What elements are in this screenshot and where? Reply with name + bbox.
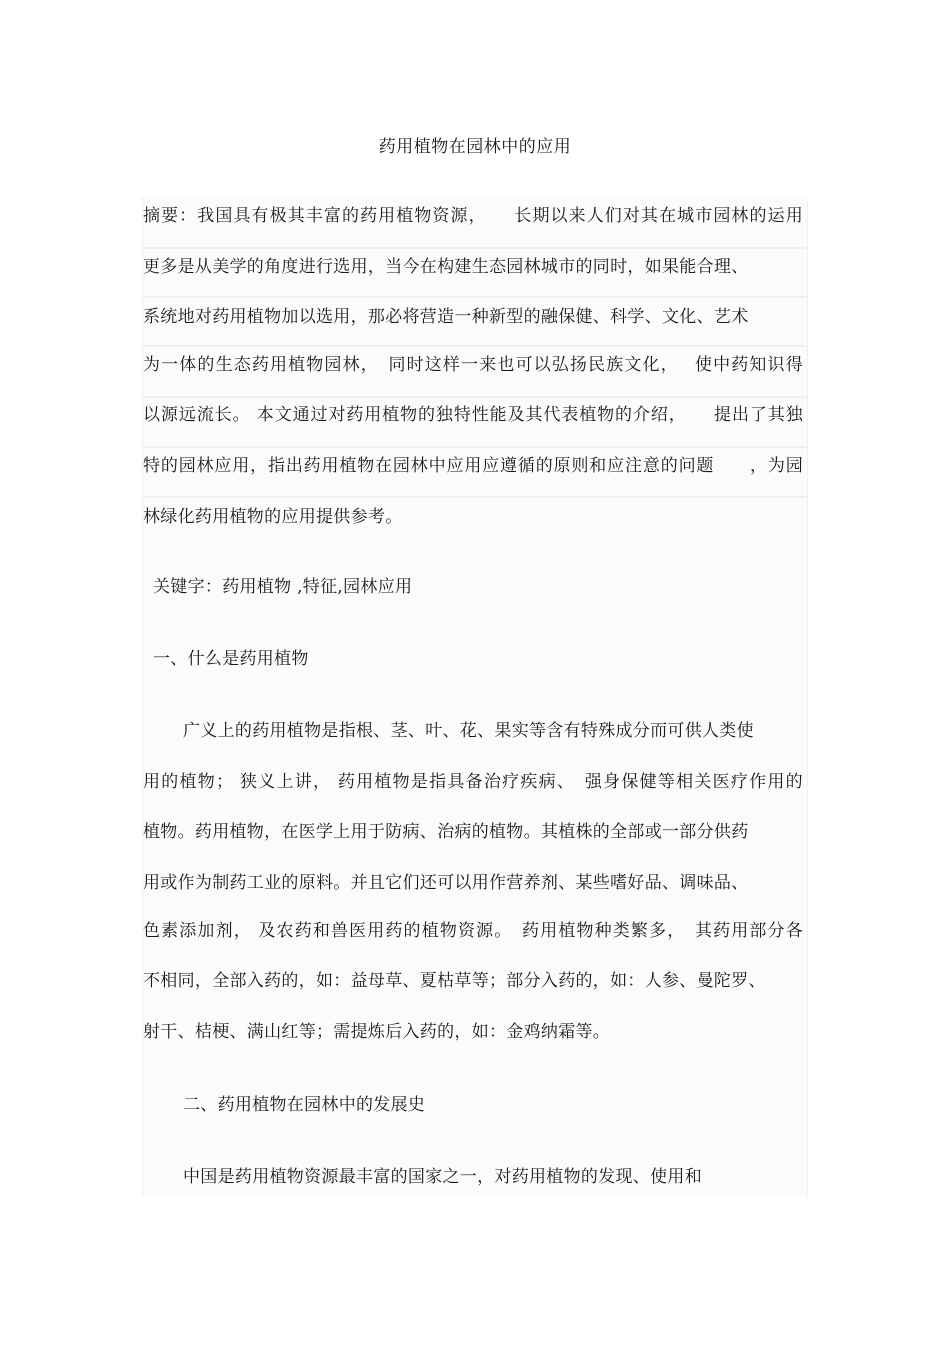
keywords: 关键字：药用植物 ,特征,园林应用	[153, 577, 413, 597]
abstract-line: 以源远流长。 本文通过对药用植物的独特性能及其代表植物的介绍， 提出了其独	[143, 405, 803, 425]
row-divider	[142, 247, 806, 249]
abstract-line: 摘要：我国具有极其丰富的药用植物资源， 长期以来人们对其在城市园林的运用	[143, 206, 803, 226]
paragraph-line: 色素添加剂， 及农药和兽医用药的植物资源。 药用植物种类繁多， 其药用部分各	[143, 921, 803, 941]
abstract-line: 为一体的生态药用植物园林， 同时这样一来也可以弘扬民族文化， 使中药知识得	[143, 355, 803, 375]
abstract-line: 更多是从美学的角度进行选用，当今在构建生态园林城市的同时，如果能合理、	[143, 257, 749, 277]
row-divider	[142, 396, 806, 398]
row-divider	[142, 345, 806, 347]
paragraph-line: 植物。药用植物，在医学上用于防病、治病的植物。其植株的全部或一部分供药	[143, 822, 749, 842]
abstract-line: 林绿化药用植物的应用提供参考。	[143, 507, 403, 527]
section-heading: 二、药用植物在园林中的发展史	[183, 1095, 426, 1115]
section-heading: 一、什么是药用植物	[153, 649, 309, 669]
document-title: 药用植物在园林中的应用	[378, 137, 572, 157]
abstract-line: 系统地对药用植物加以选用，那必将营造一种新型的融保健、科学、文化、艺术	[143, 307, 749, 327]
text-area-background	[142, 197, 808, 1197]
paragraph-line: 用或作为制药工业的原料。并且它们还可以用作营养剂、某些嗜好品、调味品、	[143, 873, 749, 893]
row-divider	[142, 496, 806, 498]
paragraph-line: 中国是药用植物资源最丰富的国家之一，对药用植物的发现、使用和	[183, 1167, 702, 1187]
paragraph-line: 射干、桔梗、满山红等；需提炼后入药的，如：金鸡纳霜等。	[143, 1022, 611, 1042]
abstract-line: 特的园林应用，指出药用植物在园林中应用应遵循的原则和应注意的问题 ，为园	[143, 456, 803, 476]
paragraph-line: 广义上的药用植物是指根、茎、叶、花、果实等含有特殊成分而可供人类使	[183, 721, 754, 741]
row-divider	[142, 296, 806, 298]
row-divider	[142, 446, 806, 448]
paragraph-line: 不相同，全部入药的，如：益母草、夏枯草等；部分入药的，如：人参、曼陀罗、	[143, 971, 766, 991]
paragraph-line: 用的植物； 狭义上讲， 药用植物是指具备治疗疾病、 强身保健等相关医疗作用的	[143, 772, 803, 792]
